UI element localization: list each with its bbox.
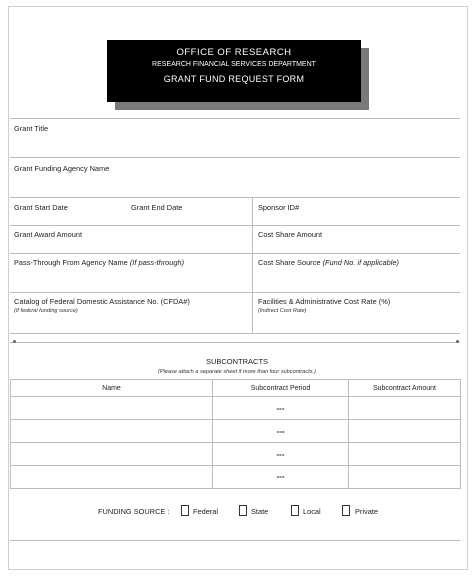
subcontract-name-cell-2[interactable] bbox=[11, 420, 213, 443]
cost-share-source-label bbox=[258, 258, 399, 267]
rule-after-award bbox=[10, 253, 460, 254]
funding-agency-label: Grant Funding Agency Name bbox=[14, 164, 110, 173]
subcontracts-note: (Please attach a separate sheet if more than four subcontracts.) bbox=[158, 369, 316, 375]
column-header-period: Subcontract Period bbox=[213, 380, 349, 397]
pass-through-text: Pass-Through From Agency Name bbox=[14, 258, 128, 267]
rule-after-passthrough bbox=[10, 292, 460, 293]
form-title: GRANT FUND REQUEST FORM bbox=[163, 74, 305, 84]
column-header-amount: Subcontract Amount bbox=[349, 380, 460, 397]
column-header-name: Name bbox=[11, 380, 213, 397]
cfda-label: Catalog of Federal Domestic Assistance No. (CFDA#) bbox=[14, 297, 190, 306]
cost-share-amount-label: Cost Share Amount bbox=[258, 230, 323, 239]
subcontract-amount-cell-1[interactable] bbox=[349, 397, 460, 420]
sponsor-id-label: Sponsor ID# bbox=[258, 203, 300, 212]
federal-option-label: Federal bbox=[193, 507, 219, 516]
subcontract-name-cell-1[interactable] bbox=[11, 397, 213, 420]
rule-after-title bbox=[10, 157, 460, 158]
cost-share-source-note: (Fund No. if applicable) bbox=[322, 258, 399, 267]
fa-cost-rate-label: Facilities & Administrative Cost Rate (%) bbox=[258, 297, 391, 306]
subcontracts-table bbox=[10, 379, 461, 489]
funding-source-label: FUNDING SOURCE : bbox=[98, 507, 170, 516]
cfda-note: (If federal funding source) bbox=[14, 308, 78, 314]
department-title: RESEARCH FINANCIAL SERVICES DEPARTMENT bbox=[152, 61, 316, 68]
state-option-label: State bbox=[251, 507, 269, 516]
form-header-banner bbox=[107, 40, 361, 102]
separator-dot-left bbox=[13, 340, 16, 343]
award-amount-label: Grant Award Amount bbox=[14, 230, 83, 239]
grant-title-label: Grant Title bbox=[14, 124, 49, 133]
federal-checkbox[interactable] bbox=[181, 505, 189, 516]
fa-cost-rate-note: (Indirect Cost Rate) bbox=[258, 308, 307, 314]
field-column-divider bbox=[252, 197, 253, 333]
private-option-label: Private bbox=[355, 507, 379, 516]
end-date-label: Grant End Date bbox=[131, 203, 183, 212]
rule-after-cfda bbox=[10, 333, 460, 334]
cost-share-source-text: Cost Share Source bbox=[258, 258, 321, 267]
local-checkbox[interactable] bbox=[291, 505, 299, 516]
subcontract-period-cell-4[interactable]: --- bbox=[213, 466, 349, 488]
rule-section-separator bbox=[10, 342, 460, 343]
office-title: OFFICE OF RESEARCH bbox=[176, 47, 292, 58]
subcontract-name-cell-3[interactable] bbox=[11, 443, 213, 466]
rule-bottom bbox=[10, 540, 460, 541]
subcontracts-title: SUBCONTRACTS bbox=[205, 357, 269, 366]
subcontract-amount-cell-4[interactable] bbox=[349, 466, 460, 488]
rule-after-dates bbox=[10, 225, 460, 226]
subcontract-period-cell-3[interactable]: --- bbox=[213, 443, 349, 466]
local-option-label: Local bbox=[303, 507, 321, 516]
subcontract-amount-cell-2[interactable] bbox=[349, 420, 460, 443]
pass-through-label bbox=[14, 258, 184, 267]
separator-dot-right bbox=[456, 340, 459, 343]
subcontract-amount-cell-3[interactable] bbox=[349, 443, 460, 466]
rule-after-agency bbox=[10, 197, 460, 198]
subcontract-name-cell-4[interactable] bbox=[11, 466, 213, 488]
state-checkbox[interactable] bbox=[239, 505, 247, 516]
pass-through-note: (If pass-through) bbox=[129, 258, 185, 267]
rule-top bbox=[10, 118, 460, 119]
start-date-label: Grant Start Date bbox=[14, 203, 68, 212]
private-checkbox[interactable] bbox=[342, 505, 350, 516]
subcontract-period-cell-2[interactable]: --- bbox=[213, 420, 349, 443]
subcontract-period-cell-1[interactable]: --- bbox=[213, 397, 349, 420]
